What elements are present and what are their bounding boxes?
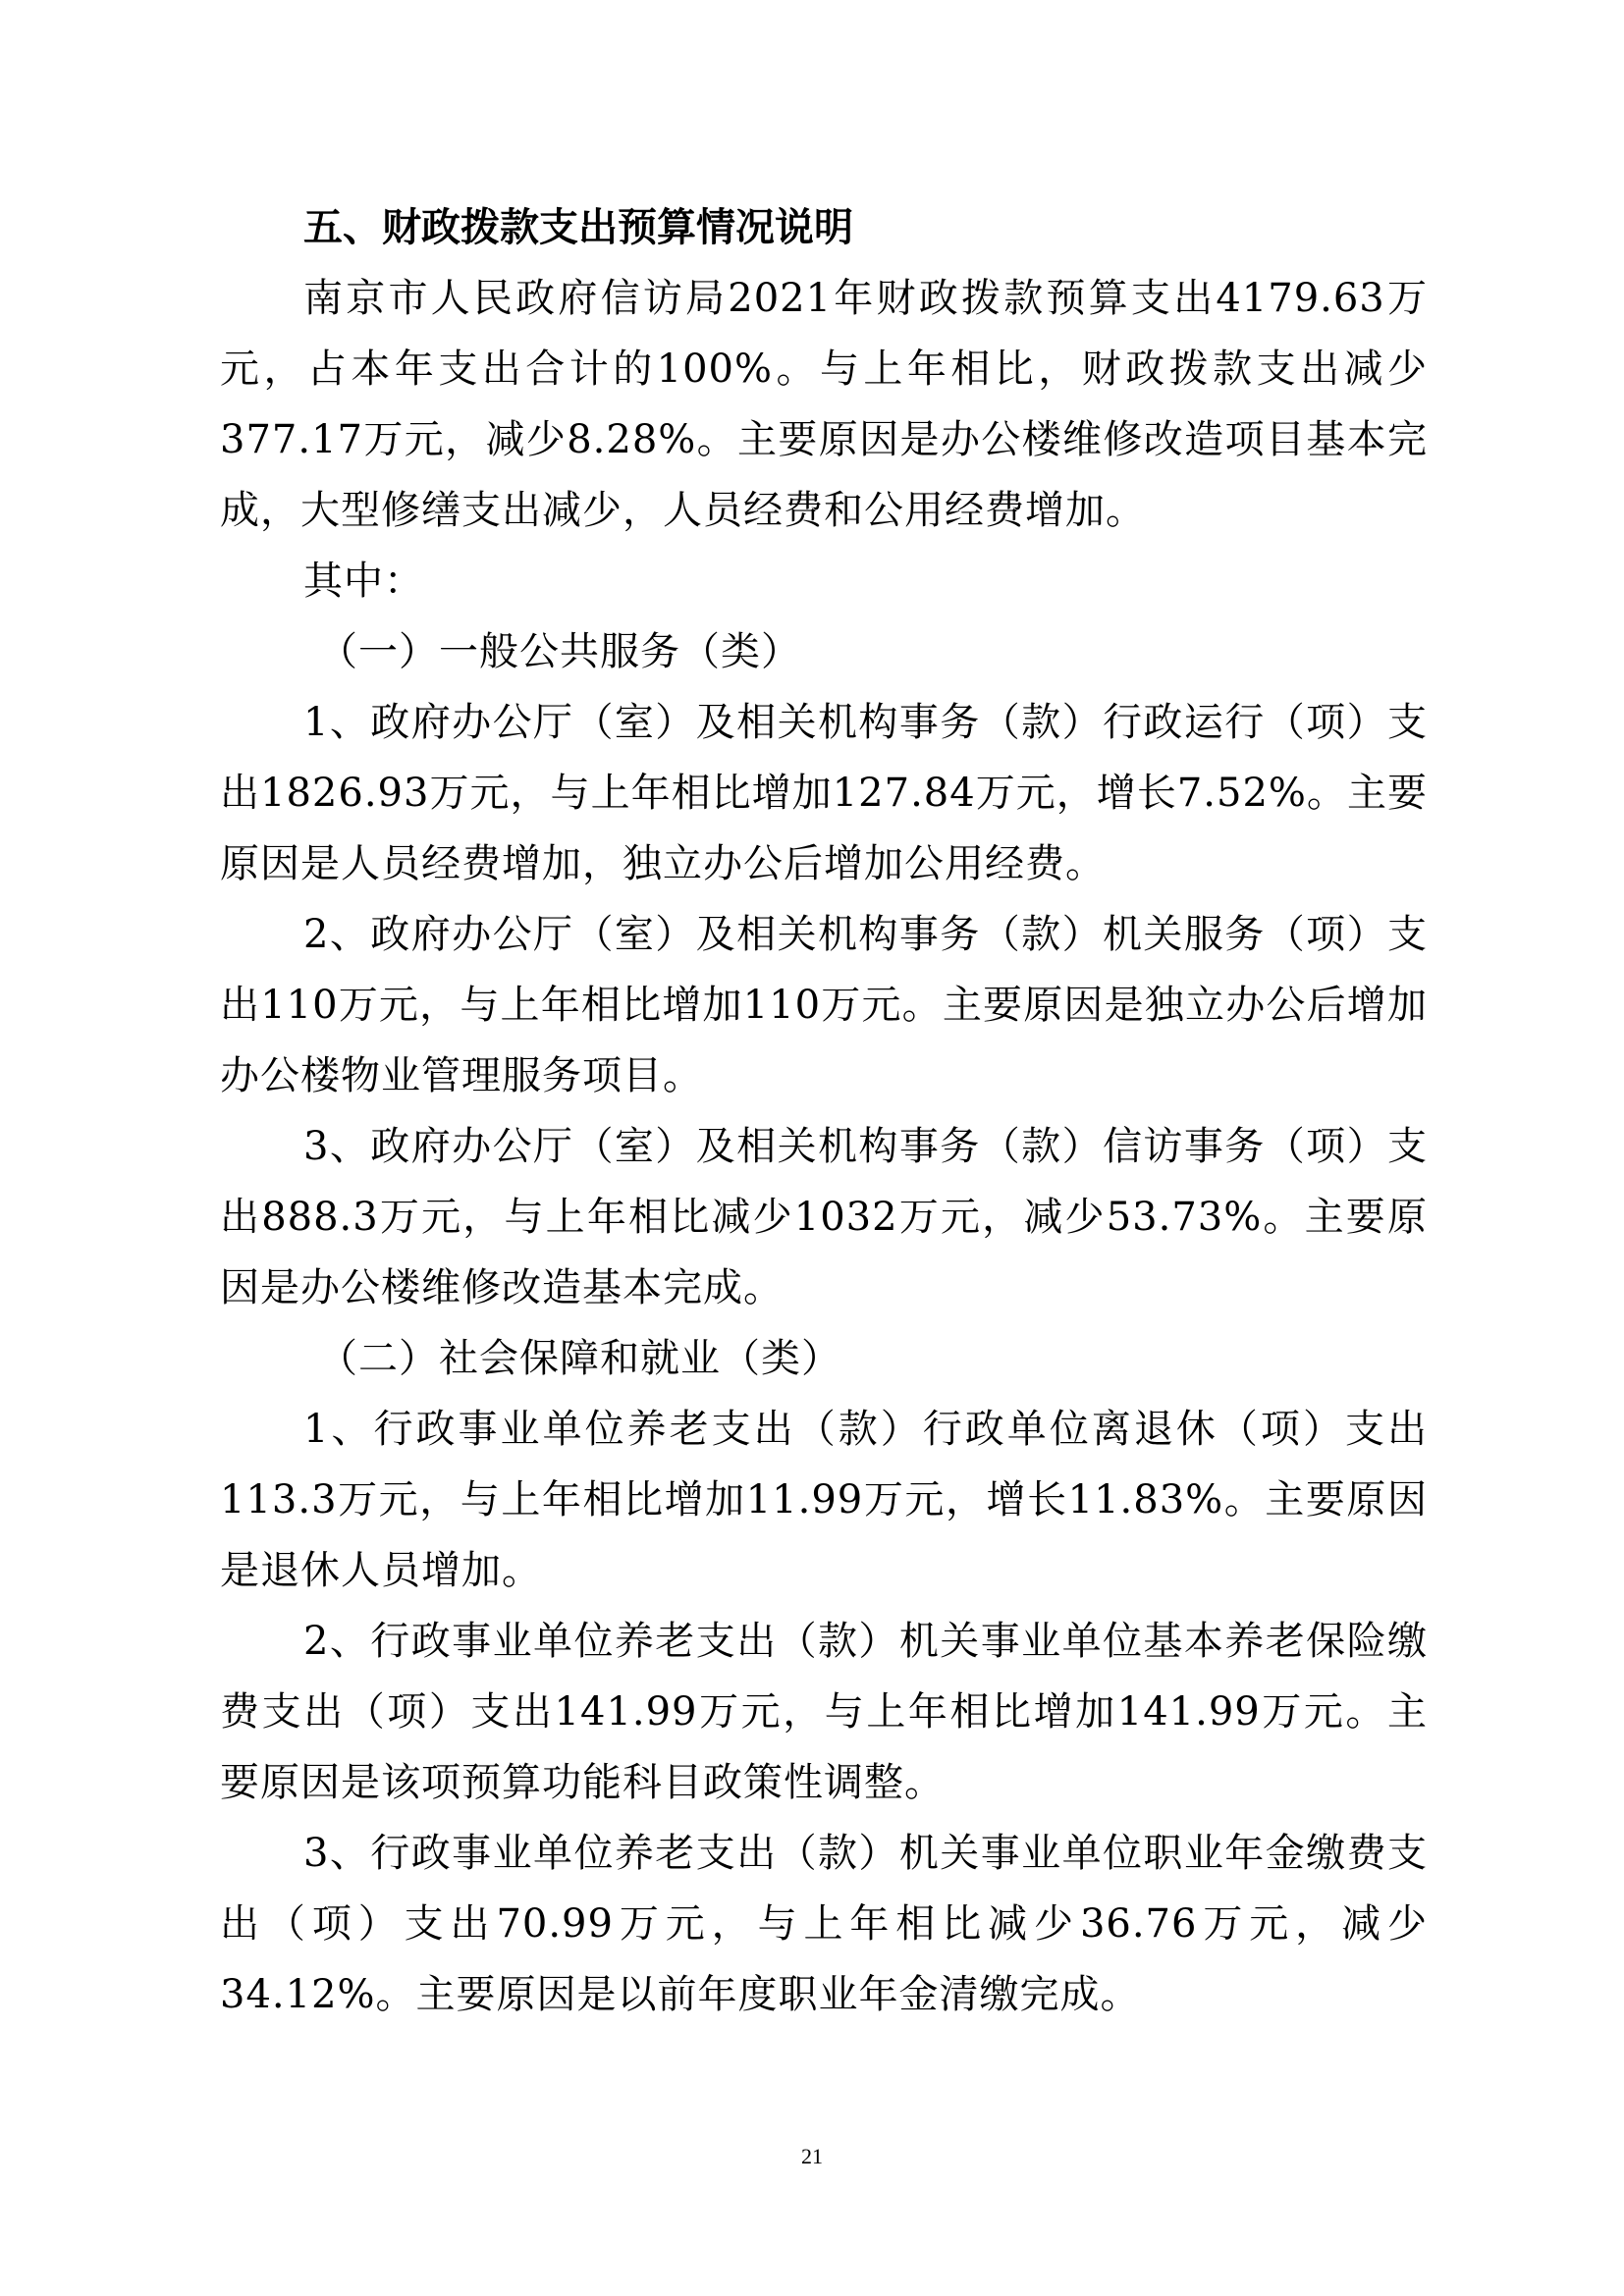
category-heading-general-public-services: （一）一般公共服务（类） — [318, 629, 801, 674]
among-which-label: 其中： — [303, 559, 424, 604]
item-paragraph-administrative-operation: 1、政府办公厅（室）及相关机构事务（款）行政运行（项）支出1826.93万元，与上年相比增加127.84万元，增长7.52%。主要原因是人员经费增加，独立办公后增加公用经费。 — [220, 700, 1428, 886]
item-paragraph-agency-services: 2、政府办公厅（室）及相关机构事务（款）机关服务（项）支出110万元，与上年相比增加110万元。主要原因是独立办公后增加办公楼物业管理服务项目。 — [220, 912, 1428, 1098]
item-paragraph-petition-affairs: 3、政府办公厅（室）及相关机构事务（款）信访事务（项）支出888.3万元，与上年相比减少1032万元，减少53.73%。主要原因是办公楼维修改造基本完成。 — [220, 1124, 1428, 1310]
page-number: 21 — [801, 2144, 823, 2168]
category-heading-social-security: （二）社会保障和就业（类） — [318, 1336, 841, 1381]
item-paragraph-pension-insurance: 2、行政事业单位养老支出（款）机关事业单位基本养老保险缴费支出（项）支出141.99万元，与上年相比增加141.99万元。主要原因是该项预算功能科目政策性调整。 — [220, 1619, 1428, 1805]
item-paragraph-retirement: 1、行政事业单位养老支出（款）行政单位离退休（项）支出113.3万元，与上年相比增加11.99万元，增长11.83%。主要原因是退休人员增加。 — [220, 1407, 1428, 1593]
document-body — [220, 192, 1428, 2030]
section-heading: 五、财政拨款支出预算情况说明 — [303, 205, 853, 250]
item-paragraph-occupational-annuity: 3、行政事业单位养老支出（款）机关事业单位职业年金缴费支出（项）支出70.99万元，与上年相比减少36.76万元，减少34.12%。主要原因是以前年度职业年金清缴完成。 — [220, 1831, 1428, 2017]
budget-summary-paragraph: 南京市人民政府信访局2021年财政拨款预算支出4179.63万元，占本年支出合计的100%。与上年相比，财政拨款支出减少377.17万元，减少8.28%。主要原因是办公楼维修改造项目基本完成，大型修缮支出减少，人员经费和公用经费增加。 — [220, 276, 1428, 533]
